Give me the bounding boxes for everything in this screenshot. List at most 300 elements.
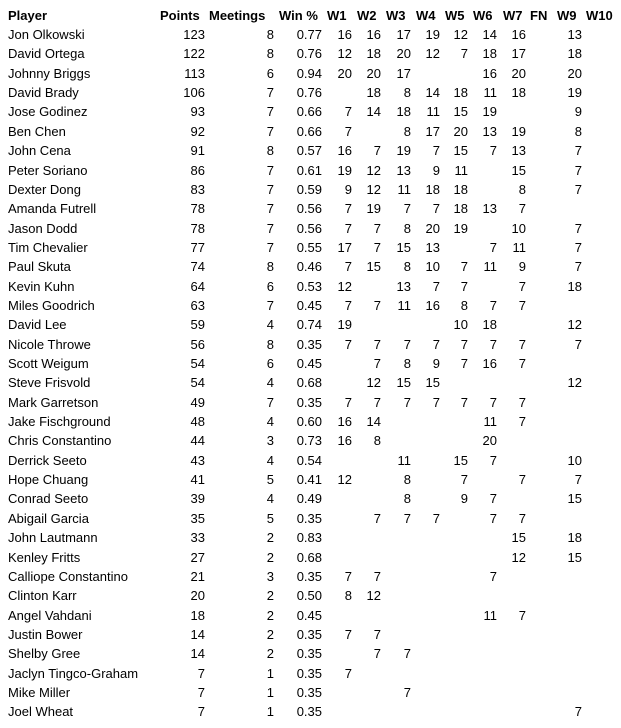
cell-w9: 7 <box>574 472 582 488</box>
header-w9: W9 <box>557 8 577 23</box>
cell-meetings: 4 <box>266 452 274 468</box>
cell-w2: 14 <box>366 104 381 120</box>
cell-points: 39 <box>190 491 205 507</box>
player-name: Amanda Futrell <box>8 201 97 217</box>
cell-w1: 17 <box>337 239 352 255</box>
header-w2: W2 <box>357 8 377 23</box>
cell-meetings: 5 <box>266 510 274 526</box>
cell-meetings: 7 <box>266 297 274 313</box>
cell-points: 18 <box>190 607 205 623</box>
cell-w1: 7 <box>344 297 352 313</box>
cell-w2: 19 <box>366 201 381 217</box>
cell-w5: 15 <box>453 143 468 159</box>
cell-points: 78 <box>190 201 205 217</box>
cell-w7: 9 <box>518 259 526 275</box>
cell-points: 41 <box>190 472 205 488</box>
cell-w3: 7 <box>403 336 411 352</box>
cell-points: 48 <box>190 414 205 429</box>
cell-w2: 7 <box>373 336 381 352</box>
cell-meetings: 6 <box>266 65 274 81</box>
cell-w5: 7 <box>460 259 468 275</box>
player-name: John Lautmann <box>8 530 98 546</box>
cell-w7: 7 <box>518 472 526 488</box>
cell-w4: 12 <box>425 46 440 62</box>
cell-w9: 7 <box>574 239 582 255</box>
cell-w2: 14 <box>366 414 381 429</box>
cell-meetings: 7 <box>266 220 274 236</box>
cell-meetings: 1 <box>266 684 274 700</box>
cell-w2: 12 <box>366 162 381 178</box>
cell-w4: 9 <box>432 162 440 178</box>
cell-w4: 18 <box>425 181 440 197</box>
cell-w3: 8 <box>403 472 411 488</box>
cell-w4: 10 <box>425 259 440 275</box>
cell-w2: 7 <box>373 143 381 159</box>
cell-w3: 11 <box>397 181 411 197</box>
cell-w3: 11 <box>397 452 411 468</box>
cell-w9: 15 <box>567 549 582 565</box>
cell-meetings: 7 <box>266 123 274 139</box>
cell-points: 59 <box>190 317 205 333</box>
cell-w3: 7 <box>403 201 411 217</box>
cell-win-pct: 0.60 <box>296 414 322 429</box>
cell-win-pct: 0.35 <box>296 336 322 352</box>
cell-points: 74 <box>190 259 205 275</box>
player-name: Abigail Garcia <box>8 510 89 526</box>
cell-win-pct: 0.45 <box>296 297 322 313</box>
player-name: Mike Miller <box>8 684 71 700</box>
cell-w2: 7 <box>373 297 381 313</box>
player-name: Johnny Briggs <box>8 65 91 81</box>
cell-w9: 10 <box>567 452 582 468</box>
cell-w9: 18 <box>567 278 582 294</box>
cell-points: 92 <box>190 123 205 139</box>
cell-w3: 7 <box>403 684 411 700</box>
player-name: Conrad Seeto <box>8 491 89 507</box>
cell-w2: 7 <box>373 220 381 236</box>
cell-win-pct: 0.35 <box>296 568 322 584</box>
cell-w6: 7 <box>489 510 497 526</box>
player-name: Jaclyn Tingco-Graham <box>8 665 139 681</box>
cell-meetings: 7 <box>266 104 274 120</box>
player-name: Jose Godinez <box>8 104 88 120</box>
cell-win-pct: 0.55 <box>296 239 322 255</box>
cell-w5: 8 <box>460 297 468 313</box>
cell-w3: 19 <box>396 143 411 159</box>
cell-w4: 7 <box>432 336 440 352</box>
cell-w4: 13 <box>425 239 440 255</box>
cell-w6: 7 <box>489 336 497 352</box>
cell-w2: 7 <box>373 626 381 642</box>
player-name: Jon Olkowski <box>8 27 85 42</box>
cell-w6: 7 <box>489 297 497 313</box>
cell-w7: 15 <box>511 162 526 178</box>
cell-w4: 20 <box>425 220 440 236</box>
cell-w5: 7 <box>460 472 468 488</box>
player-name: Tim Chevalier <box>8 239 88 255</box>
cell-w7: 7 <box>518 278 526 294</box>
cell-meetings: 7 <box>266 162 274 178</box>
player-name: Nicole Throwe <box>8 336 91 352</box>
player-name: Shelby Gree <box>8 646 81 662</box>
cell-w9: 7 <box>574 181 582 197</box>
player-name: David Lee <box>8 317 67 333</box>
cell-w6: 7 <box>489 143 497 159</box>
cell-win-pct: 0.45 <box>296 607 322 623</box>
cell-w3: 13 <box>396 278 411 294</box>
cell-w3: 11 <box>397 297 411 313</box>
cell-w5: 7 <box>460 356 468 371</box>
player-name: Derrick Seeto <box>8 452 87 468</box>
player-name: Mark Garretson <box>8 394 99 410</box>
cell-w3: 17 <box>396 65 411 81</box>
cell-meetings: 3 <box>266 568 274 584</box>
header-fn: FN <box>530 8 548 23</box>
cell-w6: 19 <box>482 104 497 120</box>
player-name: David Ortega <box>8 46 85 62</box>
cell-win-pct: 0.73 <box>296 433 322 449</box>
cell-points: 35 <box>190 510 205 526</box>
cell-w7: 10 <box>511 220 526 236</box>
cell-win-pct: 0.56 <box>296 220 322 236</box>
cell-w2: 15 <box>366 259 381 275</box>
cell-w6: 7 <box>489 491 497 507</box>
cell-w2: 7 <box>373 510 381 526</box>
cell-w4: 16 <box>425 297 440 313</box>
header-w3: W3 <box>386 8 406 23</box>
player-name: Chris Constantino <box>8 433 112 449</box>
cell-points: 7 <box>197 684 205 700</box>
player-name: Scott Weigum <box>8 356 89 371</box>
cell-meetings: 8 <box>266 259 274 275</box>
cell-meetings: 4 <box>266 375 274 391</box>
cell-w7: 7 <box>518 414 526 429</box>
cell-points: 123 <box>183 27 205 42</box>
cell-w9: 18 <box>567 530 582 546</box>
cell-w3: 8 <box>403 85 411 101</box>
cell-w9: 7 <box>574 259 582 275</box>
player-name: Paul Skuta <box>8 259 71 275</box>
cell-w5: 15 <box>453 104 468 120</box>
cell-win-pct: 0.94 <box>296 65 322 81</box>
cell-w1: 7 <box>344 259 352 275</box>
cell-w5: 18 <box>453 201 468 217</box>
cell-meetings: 7 <box>266 201 274 217</box>
header-w6: W6 <box>473 8 493 23</box>
cell-w6: 11 <box>483 414 497 429</box>
cell-points: 93 <box>190 104 205 120</box>
cell-w1: 8 <box>344 588 352 604</box>
cell-w2: 12 <box>366 181 381 197</box>
cell-w1: 7 <box>344 123 352 139</box>
cell-w6: 7 <box>489 452 497 468</box>
cell-w9: 12 <box>567 375 582 391</box>
cell-w1: 7 <box>344 394 352 410</box>
cell-win-pct: 0.66 <box>296 104 322 120</box>
cell-points: 83 <box>190 181 205 197</box>
cell-w2: 18 <box>366 46 381 62</box>
header-points: Points <box>160 8 200 23</box>
cell-meetings: 2 <box>266 626 274 642</box>
header-player: Player <box>8 8 48 23</box>
cell-meetings: 2 <box>266 549 274 565</box>
cell-w6: 13 <box>482 201 497 217</box>
cell-w1: 20 <box>337 65 352 81</box>
cell-points: 113 <box>184 65 205 81</box>
cell-w5: 12 <box>453 27 468 42</box>
player-name: Calliope Constantino <box>8 568 128 584</box>
cell-win-pct: 0.56 <box>296 201 322 217</box>
cell-w1: 9 <box>344 181 352 197</box>
cell-points: 91 <box>190 143 205 159</box>
cell-w7: 18 <box>511 85 526 101</box>
cell-w7: 16 <box>511 27 526 42</box>
cell-w2: 18 <box>366 85 381 101</box>
cell-meetings: 5 <box>266 472 274 488</box>
cell-win-pct: 0.35 <box>296 684 322 700</box>
cell-w3: 17 <box>396 27 411 42</box>
cell-w3: 18 <box>396 104 411 120</box>
cell-w7: 15 <box>511 530 526 546</box>
cell-w7: 7 <box>518 356 526 371</box>
cell-w7: 13 <box>511 143 526 159</box>
cell-w1: 7 <box>344 336 352 352</box>
cell-win-pct: 0.35 <box>296 646 322 662</box>
cell-w7: 19 <box>511 123 526 139</box>
cell-w9: 7 <box>574 143 582 159</box>
cell-w3: 7 <box>403 394 411 410</box>
cell-w5: 7 <box>460 336 468 352</box>
cell-win-pct: 0.59 <box>296 181 322 197</box>
cell-meetings: 8 <box>266 46 274 62</box>
cell-w7: 11 <box>512 239 526 255</box>
cell-points: 14 <box>190 646 205 662</box>
cell-w3: 8 <box>403 259 411 275</box>
cell-points: 27 <box>190 549 205 565</box>
cell-w6: 11 <box>483 607 497 623</box>
header-w1: W1 <box>327 8 347 23</box>
cell-w2: 7 <box>373 394 381 410</box>
cell-w9: 8 <box>574 123 582 139</box>
cell-w4: 11 <box>426 104 440 120</box>
cell-w7: 7 <box>518 336 526 352</box>
cell-win-pct: 0.61 <box>296 162 322 178</box>
cell-meetings: 4 <box>266 491 274 507</box>
cell-w3: 15 <box>396 239 411 255</box>
cell-w6: 7 <box>489 239 497 255</box>
cell-meetings: 8 <box>266 143 274 159</box>
cell-win-pct: 0.57 <box>296 143 322 159</box>
cell-w4: 7 <box>432 143 440 159</box>
cell-w3: 7 <box>403 510 411 526</box>
cell-w2: 7 <box>373 568 381 584</box>
cell-win-pct: 0.68 <box>296 375 322 391</box>
player-name: John Cena <box>8 143 71 159</box>
player-name: Kevin Kuhn <box>8 278 75 294</box>
cell-w5: 7 <box>460 394 468 410</box>
cell-w6: 18 <box>482 317 497 333</box>
cell-win-pct: 0.54 <box>296 452 322 468</box>
cell-points: 14 <box>190 626 205 642</box>
player-name: Miles Goodrich <box>8 297 95 313</box>
cell-win-pct: 0.53 <box>296 278 322 294</box>
header-w5: W5 <box>445 8 465 23</box>
cell-w5: 15 <box>453 452 468 468</box>
cell-w7: 7 <box>518 510 526 526</box>
cell-meetings: 4 <box>266 414 274 429</box>
cell-w7: 7 <box>518 201 526 217</box>
cell-win-pct: 0.49 <box>296 491 322 507</box>
cell-w4: 17 <box>425 123 440 139</box>
cell-w6: 16 <box>482 356 497 371</box>
cell-w4: 7 <box>432 278 440 294</box>
cell-w6: 13 <box>482 123 497 139</box>
cell-points: 7 <box>197 665 205 681</box>
cell-w3: 13 <box>396 162 411 178</box>
cell-meetings: 2 <box>266 646 274 662</box>
cell-w3: 8 <box>403 356 411 371</box>
cell-w1: 7 <box>344 665 352 681</box>
cell-w4: 19 <box>425 27 440 42</box>
cell-win-pct: 0.77 <box>296 27 322 42</box>
player-name: Hope Chuang <box>8 472 89 488</box>
cell-meetings: 1 <box>266 665 274 681</box>
cell-w9: 13 <box>567 27 582 42</box>
cell-points: 64 <box>190 278 205 294</box>
cell-meetings: 8 <box>266 27 274 42</box>
cell-w3: 8 <box>403 491 411 507</box>
cell-w3: 8 <box>403 220 411 236</box>
cell-points: 63 <box>190 297 205 313</box>
cell-w6: 7 <box>489 568 497 584</box>
cell-w4: 15 <box>425 375 440 391</box>
cell-w6: 11 <box>483 85 497 101</box>
cell-points: 20 <box>190 588 205 604</box>
cell-w5: 10 <box>453 317 468 333</box>
cell-w2: 7 <box>373 356 381 371</box>
cell-w2: 12 <box>366 588 381 604</box>
cell-win-pct: 0.68 <box>296 549 322 565</box>
cell-w7: 17 <box>511 46 526 62</box>
cell-w5: 11 <box>454 162 468 178</box>
cell-w6: 18 <box>482 46 497 62</box>
cell-meetings: 2 <box>266 530 274 546</box>
cell-points: 122 <box>183 46 205 62</box>
cell-win-pct: 0.50 <box>296 588 322 604</box>
cell-w3: 7 <box>403 646 411 662</box>
cell-w3: 8 <box>403 123 411 139</box>
cell-points: 49 <box>190 394 205 410</box>
cell-points: 56 <box>190 336 205 352</box>
cell-meetings: 4 <box>266 317 274 333</box>
cell-w6: 20 <box>482 433 497 449</box>
cell-meetings: 7 <box>266 394 274 410</box>
cell-w1: 7 <box>344 568 352 584</box>
cell-points: 54 <box>190 375 205 391</box>
cell-w5: 19 <box>453 220 468 236</box>
cell-points: 86 <box>190 162 205 178</box>
cell-win-pct: 0.83 <box>296 530 322 546</box>
cell-points: 43 <box>190 452 205 468</box>
cell-win-pct: 0.35 <box>296 665 322 681</box>
cell-w1: 19 <box>337 162 352 178</box>
cell-w1: 7 <box>344 626 352 642</box>
cell-points: 33 <box>190 530 205 546</box>
cell-win-pct: 0.35 <box>296 510 322 526</box>
cell-w5: 7 <box>460 46 468 62</box>
cell-w1: 12 <box>337 46 352 62</box>
cell-points: 106 <box>183 85 205 101</box>
cell-points: 21 <box>190 568 205 584</box>
cell-win-pct: 0.35 <box>296 704 322 720</box>
cell-win-pct: 0.46 <box>296 259 322 275</box>
player-name: Clinton Karr <box>8 588 77 604</box>
cell-w5: 18 <box>453 85 468 101</box>
cell-win-pct: 0.74 <box>296 317 322 333</box>
cell-w1: 16 <box>337 414 352 429</box>
cell-meetings: 6 <box>266 278 274 294</box>
player-name: David Brady <box>8 85 79 101</box>
cell-w1: 16 <box>337 433 352 449</box>
cell-win-pct: 0.41 <box>296 472 322 488</box>
cell-w1: 19 <box>337 317 352 333</box>
cell-w3: 15 <box>396 375 411 391</box>
cell-w1: 7 <box>344 104 352 120</box>
cell-w1: 16 <box>337 143 352 159</box>
cell-win-pct: 0.45 <box>296 356 322 371</box>
cell-meetings: 7 <box>266 239 274 255</box>
header-w7: W7 <box>503 8 523 23</box>
cell-w7: 7 <box>518 607 526 623</box>
player-name: Joel Wheat <box>8 704 74 720</box>
cell-meetings: 1 <box>266 704 274 720</box>
cell-w7: 8 <box>518 181 526 197</box>
cell-w4: 9 <box>432 356 440 371</box>
cell-w6: 11 <box>483 259 497 275</box>
player-name: Steve Frisvold <box>8 375 91 391</box>
cell-w1: 12 <box>337 278 352 294</box>
cell-points: 7 <box>197 704 205 720</box>
player-name: Justin Bower <box>8 626 83 642</box>
cell-w1: 7 <box>344 201 352 217</box>
cell-w5: 18 <box>453 181 468 197</box>
cell-points: 54 <box>190 356 205 371</box>
cell-win-pct: 0.35 <box>296 626 322 642</box>
cell-w2: 16 <box>366 27 381 42</box>
cell-w2: 12 <box>366 375 381 391</box>
player-name: Jake Fischground <box>8 414 111 429</box>
cell-w9: 20 <box>567 65 582 81</box>
player-name: Dexter Dong <box>8 181 81 197</box>
header-win-pct: Win % <box>279 8 318 23</box>
cell-w4: 7 <box>432 201 440 217</box>
cell-w9: 7 <box>574 162 582 178</box>
cell-w9: 12 <box>567 317 582 333</box>
header-w4: W4 <box>416 8 436 23</box>
cell-w4: 7 <box>432 510 440 526</box>
cell-w1: 16 <box>337 27 352 42</box>
cell-points: 44 <box>190 433 205 449</box>
cell-w7: 12 <box>511 549 526 565</box>
cell-w2: 8 <box>373 433 381 449</box>
cell-w3: 20 <box>396 46 411 62</box>
cell-w7: 20 <box>511 65 526 81</box>
cell-meetings: 6 <box>266 356 274 371</box>
cell-w5: 9 <box>460 491 468 507</box>
cell-w9: 7 <box>574 336 582 352</box>
cell-meetings: 7 <box>266 181 274 197</box>
cell-win-pct: 0.76 <box>296 85 322 101</box>
